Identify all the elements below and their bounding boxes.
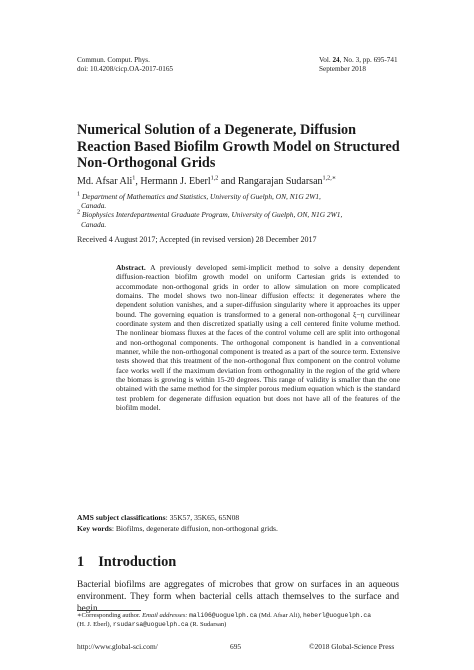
copyright: ©2018 Global-Science Press xyxy=(309,642,395,651)
email-label: Email addresses: xyxy=(142,612,188,619)
footnote-rule xyxy=(77,610,141,611)
affiliation-2-text: Biophysics Interdepartmental Graduate Program, University of Guelph, ON, N1G 2W1, xyxy=(81,210,343,220)
author-3: and Rangarajan Sudarsan xyxy=(218,176,323,187)
keywords-label: Key words xyxy=(77,524,112,533)
title-line-2: Reaction Based Biofilm Growth Model on Structured xyxy=(77,138,400,155)
page-number: 695 xyxy=(230,642,242,651)
affiliation-1-cont: Canada. xyxy=(81,201,107,211)
volume-header xyxy=(319,56,398,74)
author-1: Md. Afsar Ali xyxy=(77,176,133,187)
author-list xyxy=(77,176,336,188)
affiliation-2 xyxy=(77,210,397,219)
affiliation-2-cont: Canada. xyxy=(81,219,107,229)
email-1-owner: (Md. Afsar Ali), xyxy=(257,612,303,619)
affiliation-1 xyxy=(77,192,397,201)
issue-date: September 2018 xyxy=(319,65,366,73)
journal-name: Commun. Comput. Phys. xyxy=(77,56,150,64)
ams-value: : 35K57, 35K65, 65N08 xyxy=(165,513,240,522)
email-1[interactable]: mali06@uoguelph.ca xyxy=(189,612,258,619)
affiliation-2-mark: 2 xyxy=(77,208,81,216)
volume-suffix: , No. 3, pp. 695-741 xyxy=(339,56,398,64)
affiliations xyxy=(77,192,397,229)
title-line-3: Non-Orthogonal Grids xyxy=(77,155,216,172)
footnote-line-2 xyxy=(77,621,407,630)
keywords xyxy=(77,524,278,535)
received-dates: Received 4 August 2017; Accepted (in revised version) 28 December 2017 xyxy=(77,235,317,244)
section-title: Introduction xyxy=(98,554,177,570)
section-heading xyxy=(77,554,176,571)
footer-url[interactable]: http://www.global-sci.com/ xyxy=(77,642,158,651)
email-2-owner: (H. J. Eberl), xyxy=(77,620,113,628)
abstract xyxy=(116,263,400,413)
abstract-text: A previously developed semi-implicit method to solve a density dependent diffusion-reaction biofilm growth model on uniform Cartesian grids is extended to accommodate non-orthogonal grids in order to allow simulation on more complicated domains. The model shows two non-linear diffusion effects: it degenerates where the dependent solution vanishes, and a super-diffusion singularity where it approaches its upper bound. The governing equation is transformed to a general non-orthogonal ξ−η curvilinear coordinate system and then discretized spatially using a cell centered finite volume method. The nonlinear biomass fluxes at the faces of the control volume cell are split into orthogonal and non-orthogonal components. The orthogonal component is handled in a conventional manner, while the non-orthogonal component is treated as a part of the source term. Extensive tests showed that this treatment of the non-orthogonal flux component on the control volume face works well if the maximum deviation from orthogonality in the region of the grid where the biomass is growing is within 15-20 degrees. This range of validity is smaller than the one obtained with the same method for the simpler porous medium equation which is the standard test problem for degenerate diffusion equation but does not have all of the features of the biofilm model. xyxy=(116,263,400,413)
volume-number: 24 xyxy=(332,56,340,64)
paper-title xyxy=(77,122,407,172)
email-3-owner: (R. Sudarsan) xyxy=(188,620,227,628)
author-2: , Hermann J. Eberl xyxy=(135,176,211,187)
volume-info xyxy=(319,56,398,65)
section-number: 1 xyxy=(77,554,85,570)
ams-label: AMS subject classifications xyxy=(77,513,166,522)
author-3-sup: 1,2,∗ xyxy=(322,174,337,182)
intro-paragraph: Bacterial biofilms are aggregates of microbes that grow on surfaces in an aqueous environment. They form when bacterial cells attach themselves to the surface and begin xyxy=(77,580,399,614)
email-3[interactable]: rsudarsa@uoguelph.ca xyxy=(112,620,189,628)
corresponding-author-note: ∗Corresponding author. xyxy=(77,612,143,619)
author-2-sup: 1,2 xyxy=(210,174,219,182)
footnote xyxy=(77,612,407,629)
abstract-label: Abstract. xyxy=(116,263,146,272)
email-2[interactable]: heberl@uoguelph.ca xyxy=(302,612,371,619)
affiliation-1-mark: 1 xyxy=(77,190,81,198)
footnote-line-1 xyxy=(77,612,407,621)
affiliation-1-text: Department of Mathematics and Statistics, University of Guelph, ON, N1G 2W1, xyxy=(81,192,321,201)
volume-prefix: Vol. xyxy=(319,56,333,64)
ams-classification xyxy=(77,513,239,524)
title-line-1: Numerical Solution of a Degenerate, Diffusion xyxy=(77,122,356,138)
keywords-value: : Biofilms, degenerate diffusion, non-orthogonal grids. xyxy=(111,524,278,533)
doi: doi: 10.4208/cicp.OA-2017-0165 xyxy=(77,65,174,73)
author-1-sup: 1 xyxy=(132,174,136,182)
journal-header xyxy=(77,56,173,74)
